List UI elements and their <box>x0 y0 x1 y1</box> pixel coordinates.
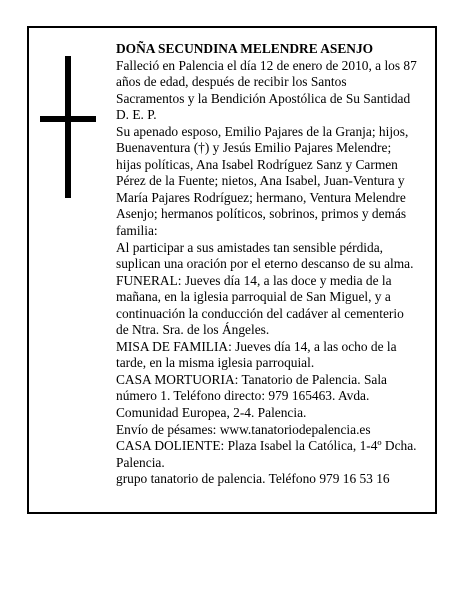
cross-vertical-bar <box>65 56 71 198</box>
notice-line: continuación la conducción del cadáver al cementerio <box>116 305 404 321</box>
notice-line: D. E. P. <box>116 107 157 123</box>
notice-line: de Ntra. Sra. de los Ángeles. <box>116 322 270 338</box>
notice-line: FUNERAL: Jueves día 14, a las doce y media de la <box>116 272 392 288</box>
notice-line: Su apenado esposo, Emilio Pajares de la Granja; hijos, <box>116 123 409 139</box>
notice-line: Comunidad Europea, 2-4. Palencia. <box>116 405 307 421</box>
notice-line: Pérez de la Fuente; nietos, Ana Isabel, Juan-Ventura y <box>116 173 405 189</box>
notice-line: Falleció en Palencia el día 12 de enero de 2010, a los 87 <box>116 57 417 73</box>
notice-line: grupo tanatorio de palencia. Teléfono 979 16 53 16 <box>116 471 390 487</box>
notice-line: hijas políticas, Ana Isabel Rodríguez Sanz y Carmen <box>116 156 398 172</box>
latin-cross-icon <box>40 56 96 198</box>
notice-line: suplican una oración por el eterno descanso de su alma. <box>116 256 414 272</box>
notice-line: Buenaventura (†) y Jesús Emilio Pajares Melendre; <box>116 140 392 156</box>
notice-line: mañana, en la iglesia parroquial de San Miguel, y a <box>116 289 391 305</box>
notice-line: Palencia. <box>116 454 165 470</box>
obituary-notice <box>27 26 437 514</box>
notice-line: Al participar a sus amistades tan sensible pérdida, <box>116 239 383 255</box>
cross-horizontal-bar <box>40 116 96 122</box>
notice-line: años de edad, después de recibir los Santos <box>116 74 347 90</box>
notice-line: María Pajares Rodríguez; hermano, Ventura Melendre <box>116 189 406 205</box>
deceased-name: DOÑA SECUNDINA MELENDRE ASENJO <box>116 41 374 56</box>
notice-line: Asenjo; hermanos políticos, sobrinos, primos y demás <box>116 206 407 222</box>
notice-line: Sacramentos y la Bendición Apostólica de Su Santidad <box>116 90 411 106</box>
notice-text <box>116 41 428 488</box>
notice-line: tarde, en la misma iglesia parroquial. <box>116 355 315 371</box>
notice-line: familia: <box>116 223 158 239</box>
notice-line: CASA MORTUORIA: Tanatorio de Palencia. Sala <box>116 371 387 387</box>
notice-line: Envío de pésames: www.tanatoriodepalencia.es <box>116 421 371 437</box>
notice-line: número 1. Teléfono directo: 979 165463. Avda. <box>116 388 370 404</box>
notice-line: CASA DOLIENTE: Plaza Isabel la Católica, 1-4º Dcha. <box>116 438 417 454</box>
notice-line: MISA DE FAMILIA: Jueves día 14, a las ocho de la <box>116 338 397 354</box>
